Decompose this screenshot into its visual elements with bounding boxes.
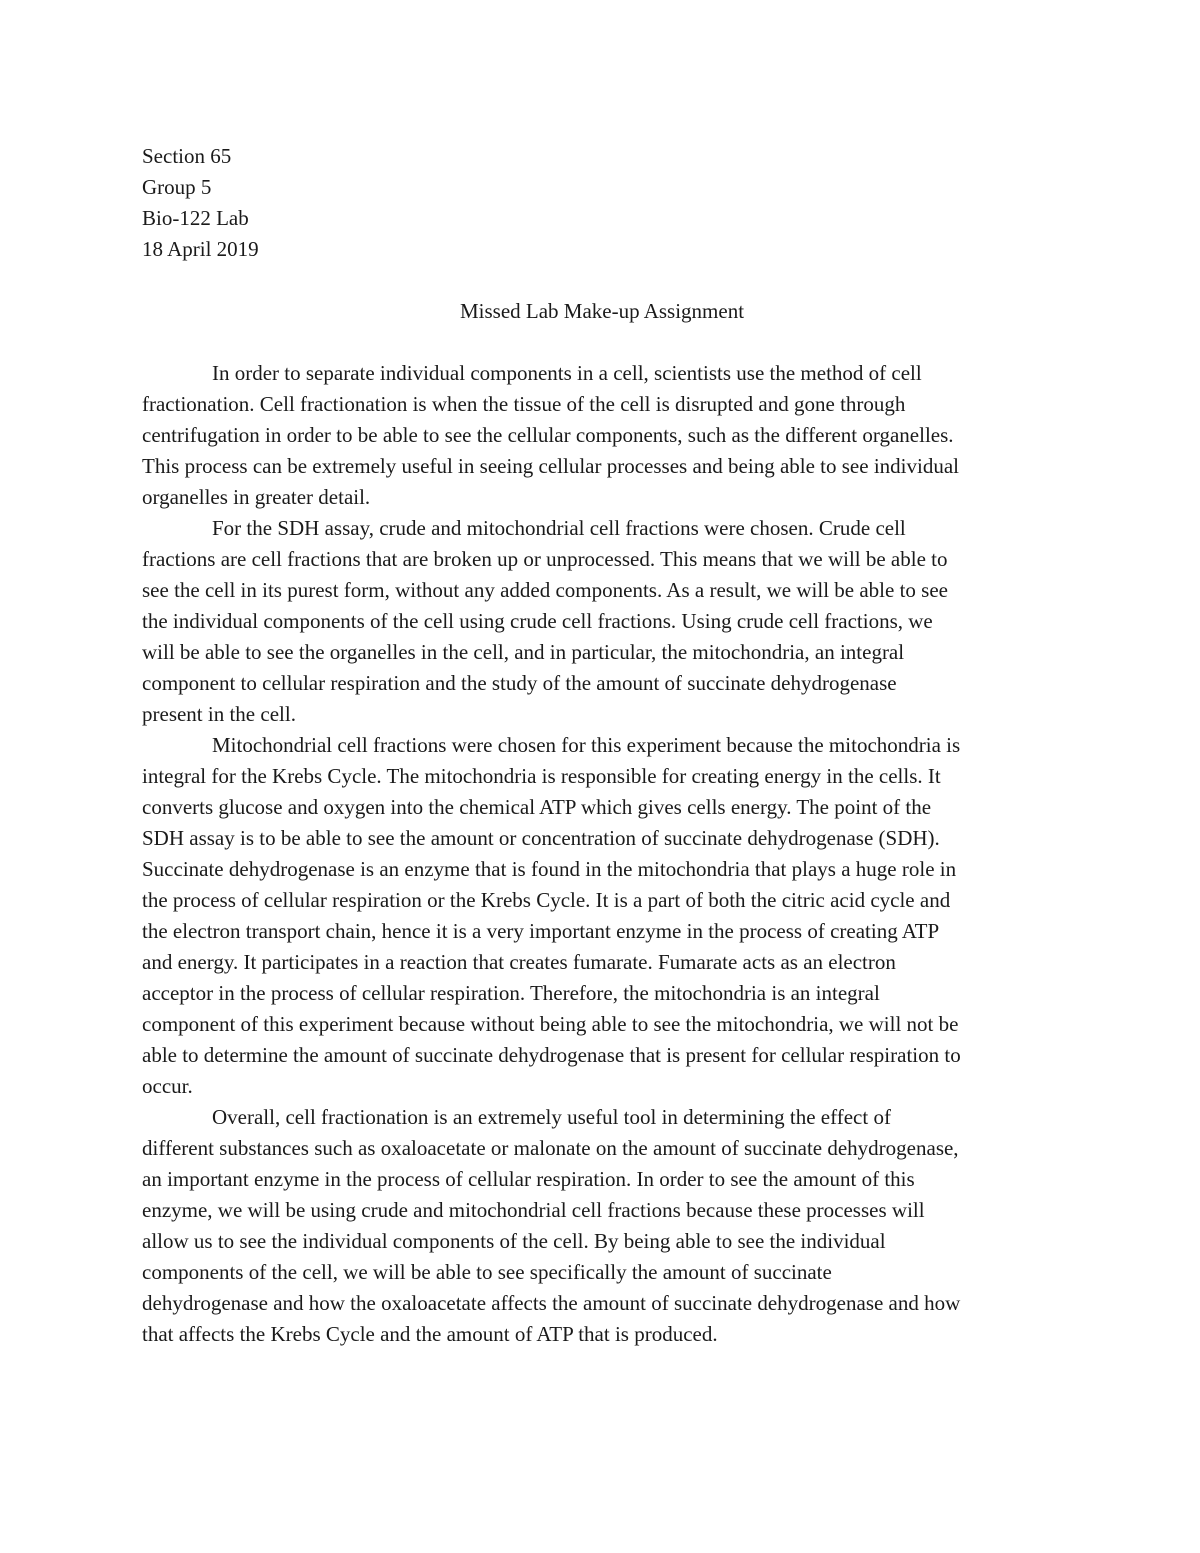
- paragraph-line: will be able to see the organelles in the cell, and in particular, the mitochondria, an integral: [142, 640, 905, 664]
- paragraph-line: the electron transport chain, hence it is a very important enzyme in the process of creating ATP: [142, 919, 940, 943]
- header-course: Bio-122 Lab: [142, 206, 249, 230]
- paragraph-line: SDH assay is to be able to see the amount or concentration of succinate dehydrogenase (SDH).: [142, 826, 940, 850]
- paragraph-line: able to determine the amount of succinate dehydrogenase that is present for cellular respiration to: [142, 1043, 961, 1067]
- header-block: [142, 141, 1062, 265]
- document-body: [142, 358, 1062, 1350]
- paragraph-line: dehydrogenase and how the oxaloacetate affects the amount of succinate dehydrogenase and how: [142, 1291, 961, 1315]
- header-group: Group 5: [142, 175, 212, 199]
- paragraph-line: centrifugation in order to be able to see the cellular components, such as the different organelles.: [142, 423, 954, 447]
- paragraph-line: For the SDH assay, crude and mitochondrial cell fractions were chosen. Crude cell: [212, 516, 906, 540]
- paragraph-line: occur.: [142, 1074, 193, 1098]
- paragraph: [142, 513, 1062, 730]
- paragraph-line: integral for the Krebs Cycle. The mitochondria is responsible for creating energy in the cells. It: [142, 764, 941, 788]
- paragraph-line: enzyme, we will be using crude and mitochondrial cell fractions because these processes will: [142, 1198, 925, 1222]
- paragraph: [142, 730, 1062, 1102]
- paragraph-line: present in the cell.: [142, 702, 296, 726]
- paragraph-line: allow us to see the individual components of the cell. By being able to see the individual: [142, 1229, 886, 1253]
- paragraph-line: acceptor in the process of cellular respiration. Therefore, the mitochondria is an integral: [142, 981, 880, 1005]
- document-title: Missed Lab Make-up Assignment: [459, 299, 745, 323]
- paragraph-line: the process of cellular respiration or the Krebs Cycle. It is a part of both the citric acid cycle and: [142, 888, 951, 912]
- paragraph-line: and energy. It participates in a reaction that creates fumarate. Fumarate acts as an electron: [142, 950, 896, 974]
- paragraph-line: Mitochondrial cell fractions were chosen for this experiment because the mitochondria is: [212, 733, 961, 757]
- paragraph-line: components of the cell, we will be able to see specifically the amount of succinate: [142, 1260, 832, 1284]
- paragraph-line: component of this experiment because without being able to see the mitochondria, we will not be: [142, 1012, 959, 1036]
- header-section: Section 65: [142, 144, 232, 168]
- paragraph-line: In order to separate individual components in a cell, scientists use the method of cell: [212, 361, 922, 385]
- paragraph-line: Succinate dehydrogenase is an enzyme that is found in the mitochondria that plays a huge role in: [142, 857, 957, 881]
- paragraph-line: the individual components of the cell using crude cell fractions. Using crude cell fractions, we: [142, 609, 933, 633]
- paragraph-line: This process can be extremely useful in seeing cellular processes and being able to see individual: [142, 454, 959, 478]
- paragraph: [142, 358, 1062, 513]
- paragraph-line: an important enzyme in the process of cellular respiration. In order to see the amount of this: [142, 1167, 915, 1191]
- paragraph-line: see the cell in its purest form, without any added components. As a result, we will be able to see: [142, 578, 948, 602]
- paragraph-line: Overall, cell fractionation is an extremely useful tool in determining the effect of: [212, 1105, 891, 1129]
- paragraph-line: fractionation. Cell fractionation is when the tissue of the cell is disrupted and gone through: [142, 392, 906, 416]
- document-content: [142, 141, 1062, 1350]
- header-date: 18 April 2019: [142, 237, 259, 261]
- paragraph: [142, 1102, 1062, 1350]
- paragraph-line: organelles in greater detail.: [142, 485, 371, 509]
- paragraph-line: different substances such as oxaloacetate or malonate on the amount of succinate dehydrogenase,: [142, 1136, 959, 1160]
- paragraph-line: fractions are cell fractions that are broken up or unprocessed. This means that we will be able to: [142, 547, 948, 571]
- paragraph-line: converts glucose and oxygen into the chemical ATP which gives cells energy. The point of the: [142, 795, 932, 819]
- paragraph-line: that affects the Krebs Cycle and the amount of ATP that is produced.: [142, 1322, 718, 1346]
- paragraph-line: component to cellular respiration and the study of the amount of succinate dehydrogenase: [142, 671, 897, 695]
